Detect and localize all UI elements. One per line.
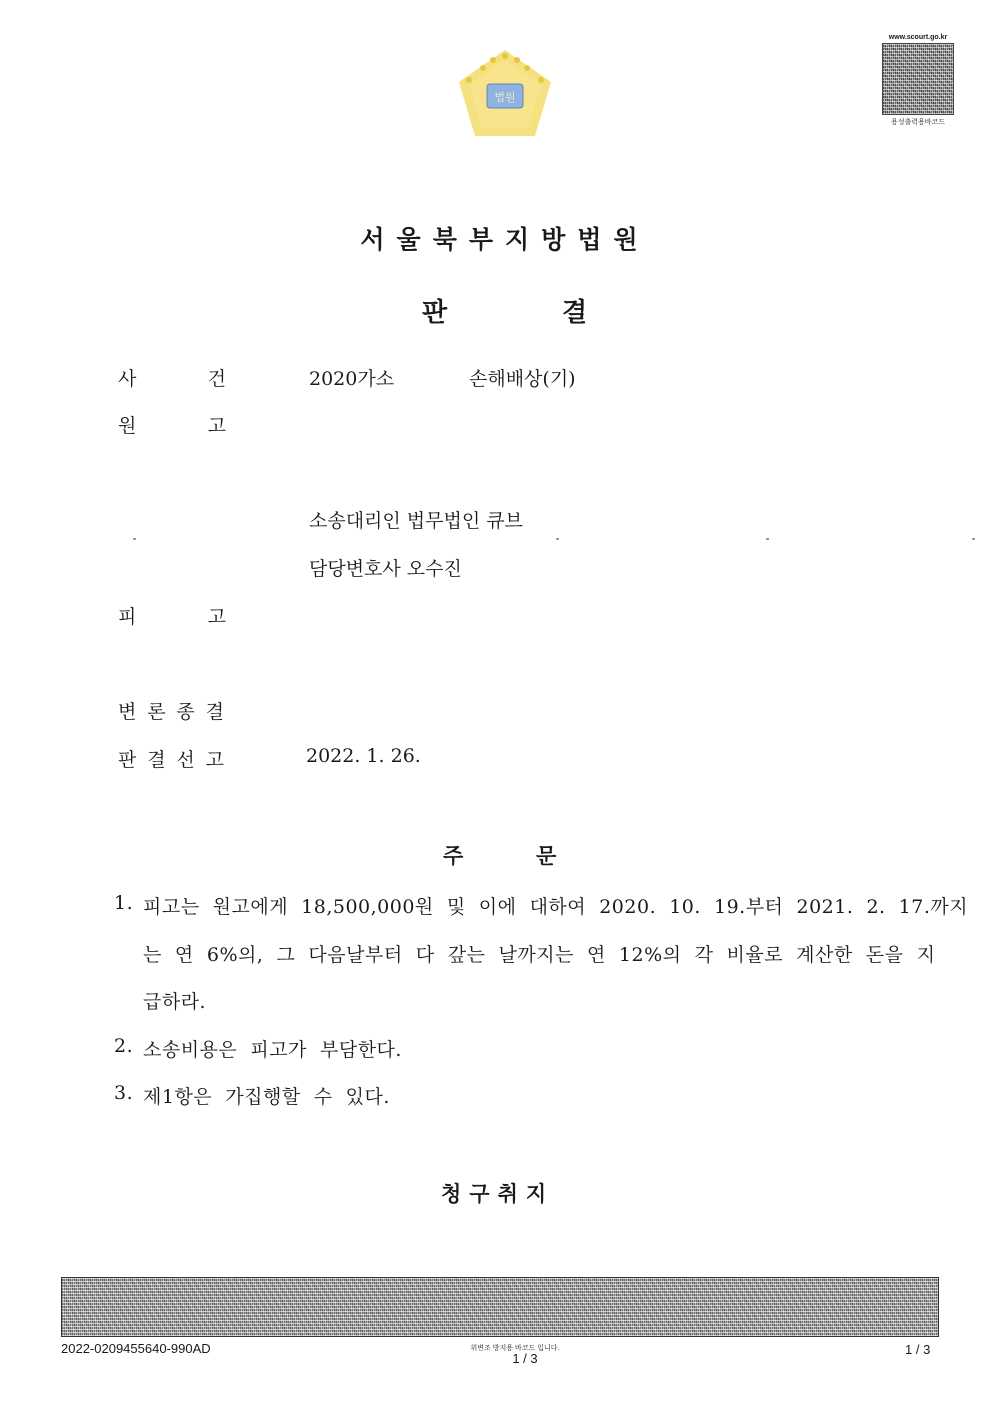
ruling-label: 판 결 선 고: [118, 749, 224, 771]
order-1-line-2: 는 연 6%의, 그 다음날부터 다 갚는 날까지는 연 12%의 각 비율로 계산한 돈을 지: [143, 944, 936, 966]
attorney: 담당변호사 오수진: [309, 558, 462, 580]
verification-barcode: [878, 34, 958, 132]
judgment-title-1: 판: [422, 298, 448, 328]
barcode-url: www.scourt.go.kr: [888, 34, 948, 41]
seal-text: 법원: [494, 91, 516, 104]
order-2-line-1: 소송비용은 피고가 부담한다.: [143, 1039, 402, 1061]
document-id: 2022-0209455640-990AD: [61, 1341, 211, 1356]
plaintiff-label: 원 고: [118, 415, 226, 437]
judgment-title-2: 결: [562, 298, 588, 328]
case-name: 손해배상(기): [469, 368, 576, 390]
court-seal: [455, 48, 555, 140]
order-3-number: 3.: [114, 1082, 134, 1104]
order-heading-1: 주: [443, 844, 464, 868]
closing-label: 변 론 종 결: [118, 701, 224, 723]
footer-note: 위변조 방지용 바코드 입니다.: [470, 1345, 560, 1352]
order-heading-2: 문: [536, 844, 557, 868]
order-1-line-1: 피고는 원고에게 18,500,000원 및 이에 대하여 2020. 10. 19.부터 2021. 2. 17.까지: [143, 896, 969, 918]
scan-speck: [556, 538, 559, 540]
barcode-caption: 용성출력용바코드: [890, 119, 946, 126]
claim-heading: 청구취지: [441, 1182, 555, 1206]
scan-speck: [766, 538, 769, 540]
order-1-line-3: 급하라.: [143, 991, 207, 1013]
order-2-number: 2.: [114, 1035, 134, 1057]
scan-speck: [972, 538, 975, 540]
case-number: 2020가소: [309, 368, 395, 390]
anti-forgery-barcode: [61, 1277, 939, 1337]
order-1-number: 1.: [114, 892, 134, 914]
page-number-center: 1 / 3: [512, 1351, 538, 1366]
order-3-line-1: 제1항은 가집행할 수 있다.: [143, 1086, 390, 1108]
ruling-date: 2022. 1. 26.: [306, 745, 421, 767]
barcode-image: [882, 43, 954, 115]
defendant-label: 피 고: [118, 606, 226, 628]
case-label: 사 건: [118, 368, 226, 390]
page-number-right: 1 / 3: [905, 1342, 931, 1357]
court-name: 서울북부지방법원: [360, 225, 650, 254]
scan-speck: [133, 538, 136, 540]
counsel: 소송대리인 법무법인 큐브: [309, 510, 523, 532]
